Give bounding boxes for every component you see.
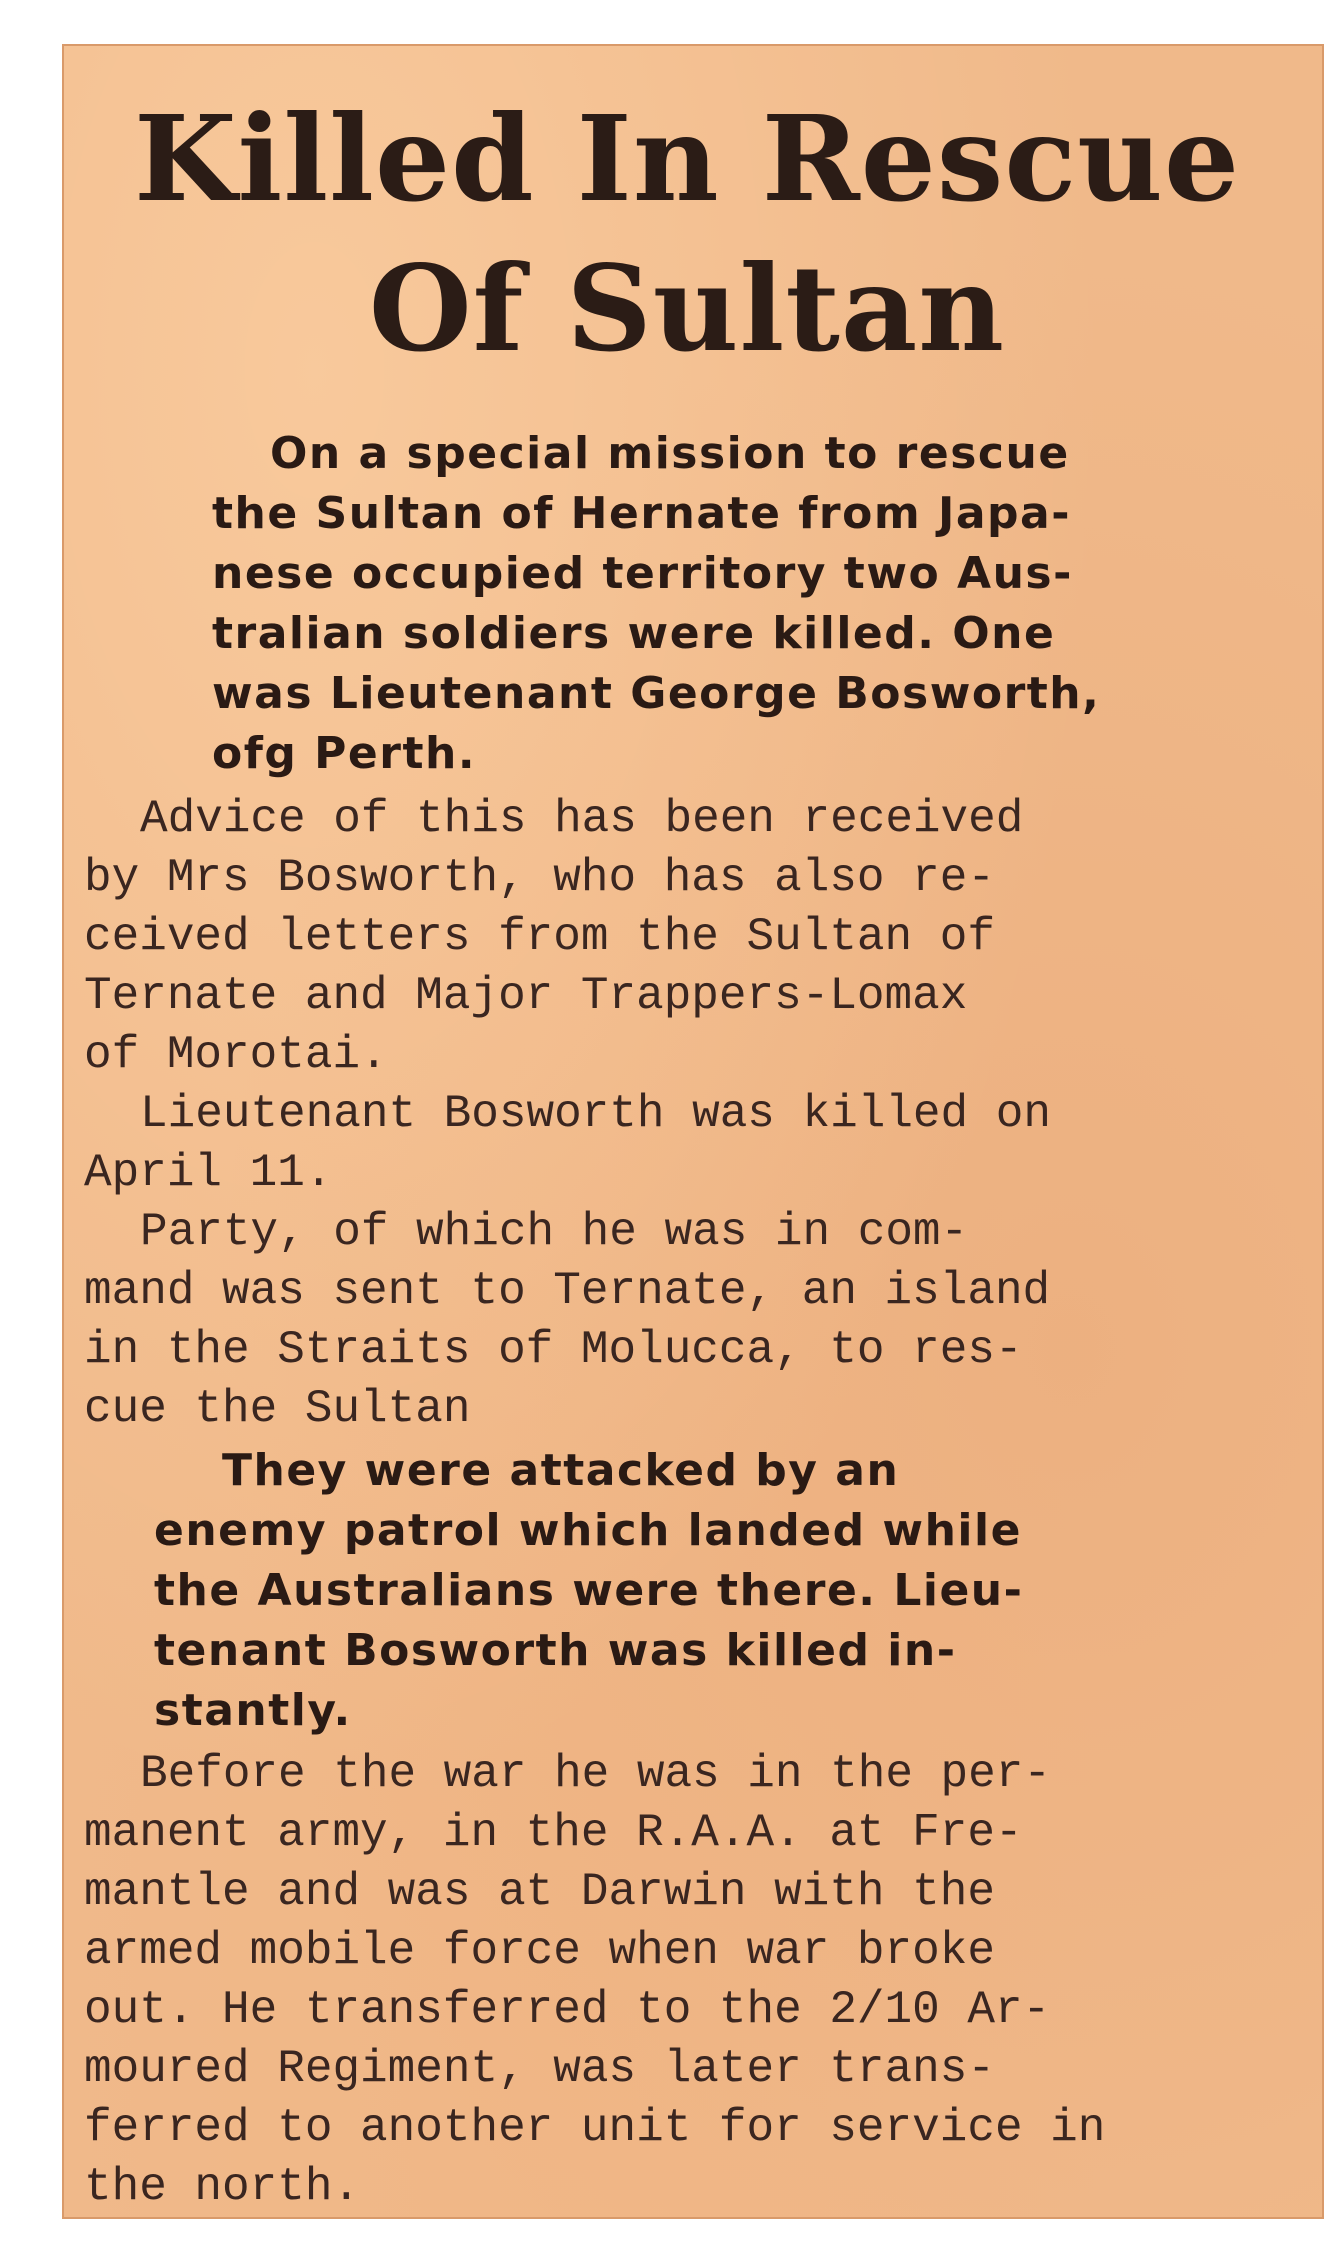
body-paragraph-party xyxy=(84,1203,1290,1439)
article-headline xyxy=(84,84,1290,384)
headline-line-2: Of Sultan xyxy=(368,239,1006,378)
text-line: stantly. xyxy=(154,1685,352,1736)
text-line: Party, of which he was in com- xyxy=(140,1206,969,1258)
text-line: tralian soldiers were killed. One xyxy=(212,608,1056,659)
text-line: armed mobile force when war broke xyxy=(84,1925,995,1977)
text-line: On a special mission to rescue xyxy=(270,428,1070,479)
text-line: the Sultan of Hernate from Japa- xyxy=(212,488,1071,539)
text-line: the Australians were there. Lieu- xyxy=(154,1565,1024,1616)
text-line: mantle and was at Darwin with the xyxy=(84,1866,995,1918)
text-line: cue the Sultan xyxy=(84,1383,471,1435)
headline-line-1: Killed In Rescue xyxy=(133,89,1241,228)
text-line: April 11. xyxy=(84,1147,333,1199)
body-paragraph-date xyxy=(84,1085,1290,1203)
text-line: They were attacked by an xyxy=(222,1445,900,1496)
text-line: was Lieutenant George Bosworth, xyxy=(212,668,1101,719)
text-line: out. He transferred to the 2/10 Ar- xyxy=(84,1984,1051,2036)
body-paragraph-service xyxy=(84,1745,1290,2217)
newspaper-clipping xyxy=(62,44,1324,2219)
text-line: Ternate and Major Trappers-Lomax xyxy=(84,970,968,1022)
text-line: Before the war he was in the per- xyxy=(140,1748,1051,1800)
text-line: ferred to another unit for service in xyxy=(84,2102,1106,2154)
text-line: nese occupied territory two Aus- xyxy=(212,548,1073,599)
text-line: mand was sent to Ternate, an island xyxy=(84,1265,1051,1317)
text-line: tenant Bosworth was killed in- xyxy=(154,1625,957,1676)
text-line: ceived letters from the Sultan of xyxy=(84,911,995,963)
text-line: in the Straits of Molucca, to res- xyxy=(84,1324,1023,1376)
text-line: of Morotai. xyxy=(84,1029,388,1081)
text-line: Lieutenant Bosworth was killed on xyxy=(140,1088,1051,1140)
body-paragraph-attack xyxy=(84,1441,1290,1741)
text-line: enemy patrol which landed while xyxy=(154,1505,1022,1556)
text-line: moured Regiment, was later trans- xyxy=(84,2043,995,2095)
text-line: Advice of this has been received xyxy=(140,793,1024,845)
text-line: the north. xyxy=(84,2161,361,2213)
body-paragraph-advice xyxy=(84,790,1290,1085)
text-line: ofg Perth. xyxy=(212,728,477,779)
lead-paragraph xyxy=(84,424,1290,784)
text-line: manent army, in the R.A.A. at Fre- xyxy=(84,1807,1023,1859)
text-line: by Mrs Bosworth, who has also re- xyxy=(84,852,995,904)
